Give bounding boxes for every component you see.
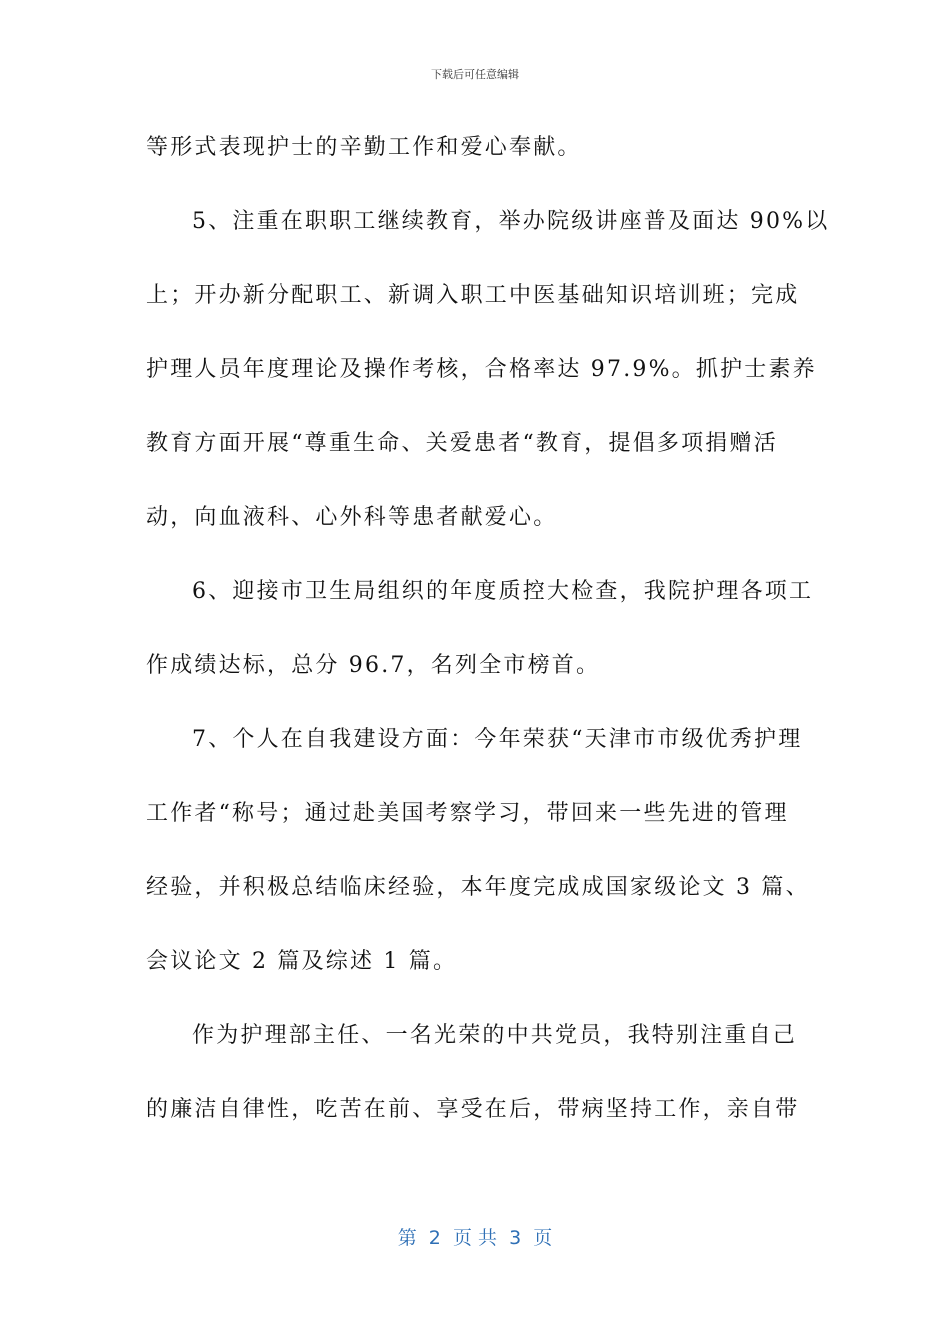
text-line: 等形式表现护士的辛勤工作和爱心奉献。 bbox=[146, 135, 582, 160]
text-line: 作为护理部主任、一名光荣的中共党员，我特别注重自己 bbox=[192, 1023, 798, 1048]
page-header: 下载后可任意编辑 bbox=[431, 68, 519, 81]
page-number-footer: 第 2 页 共 3 页 bbox=[397, 1227, 553, 1249]
text-line: 动，向血液科、心外科等患者献爱心。 bbox=[146, 505, 558, 530]
text-line: 作成绩达标，总分 96.7，名列全市榜首。 bbox=[146, 653, 601, 678]
text-line: 5、注重在职职工继续教育，举办院级讲座普及面达 90%以 bbox=[192, 209, 830, 234]
text-line: 会议论文 2 篇及综述 1 篇。 bbox=[146, 949, 458, 974]
text-line: 工作者“称号；通过赴美国考察学习，带回来一些先进的管理 bbox=[146, 801, 789, 826]
text-line: 经验，并积极总结临床经验，本年度完成成国家级论文 3 篇、 bbox=[146, 875, 810, 900]
text-line: 护理人员年度理论及操作考核，合格率达 97.9%。抓护士素养 bbox=[146, 357, 817, 382]
text-line: 的廉洁自律性，吃苦在前、享受在后，带病坚持工作，亲自带 bbox=[146, 1097, 800, 1122]
text-line: 上；开办新分配职工、新调入职工中医基础知识培训班；完成 bbox=[146, 283, 800, 308]
text-line: 教育方面开展“尊重生命、关爱患者“教育，提倡多项捐赠活 bbox=[146, 431, 778, 456]
text-line: 6、迎接市卫生局组织的年度质控大检查，我院护理各项工 bbox=[192, 579, 814, 604]
text-line: 7、个人在自我建设方面：今年荣获“天津市市级优秀护理 bbox=[192, 727, 803, 752]
